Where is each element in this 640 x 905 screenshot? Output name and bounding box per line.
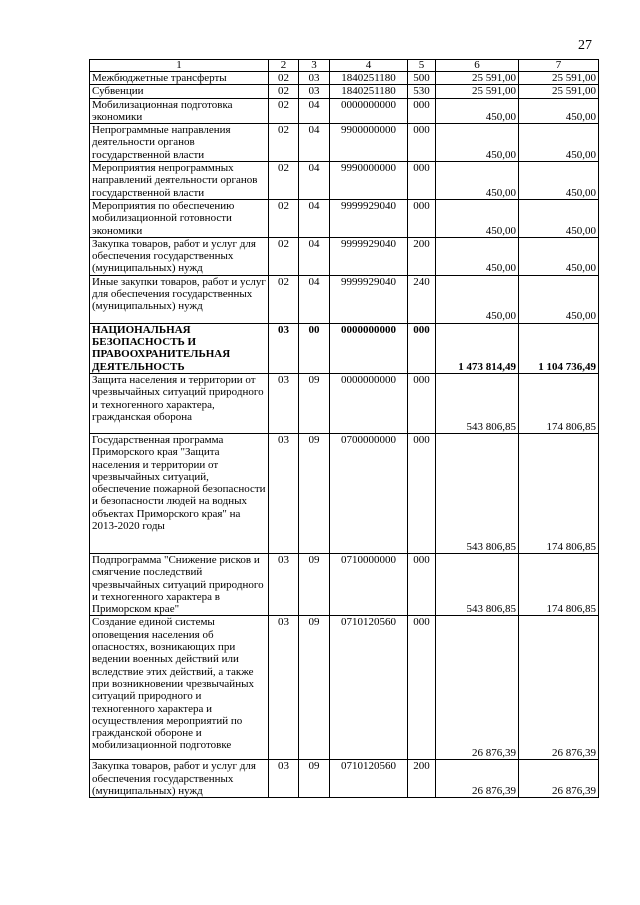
code-cell: 0000000000	[330, 323, 408, 373]
row-name-cell: Государственная программа Приморского края "Защита населения и территории от чрезвычайных ситуаций, обеспечение пожарной безопасности и безопасности людей на водных объектах Приморского края" на 2013-2020 годы	[90, 433, 269, 553]
code-cell: 0000000000	[330, 373, 408, 433]
row-name-cell: Межбюджетные трансферты	[90, 72, 269, 85]
column-header: 3	[299, 60, 330, 72]
column-header: 7	[519, 60, 599, 72]
amount-cell: 450,00	[519, 162, 599, 200]
code-cell: 03	[269, 760, 299, 798]
code-cell: 000	[408, 373, 436, 433]
code-cell: 03	[269, 553, 299, 615]
code-cell: 04	[299, 237, 330, 275]
table-row	[90, 162, 599, 200]
amount-cell: 174 806,85	[519, 373, 599, 433]
code-cell: 1840251180	[330, 72, 408, 85]
row-name-cell: Мероприятия по обеспечению мобилизационной готовности экономики	[90, 199, 269, 237]
code-cell: 000	[408, 124, 436, 162]
amount-cell: 26 876,39	[436, 760, 519, 798]
row-name-cell: Закупка товаров, работ и услуг для обеспечения государственных (муниципальных) нужд	[90, 237, 269, 275]
column-header: 2	[269, 60, 299, 72]
table-row	[90, 323, 599, 373]
code-cell: 04	[299, 275, 330, 323]
row-name-cell: Закупка товаров, работ и услуг для обеспечения государственных (муниципальных) нужд	[90, 760, 269, 798]
code-cell: 02	[269, 237, 299, 275]
code-cell: 03	[299, 85, 330, 98]
row-name-cell: Непрограммные направления деятельности органов государственной власти	[90, 124, 269, 162]
code-cell: 1840251180	[330, 85, 408, 98]
budget-table	[89, 59, 599, 798]
code-cell: 9999929040	[330, 237, 408, 275]
code-cell: 09	[299, 373, 330, 433]
code-cell: 02	[269, 275, 299, 323]
code-cell: 500	[408, 72, 436, 85]
table-row	[90, 760, 599, 798]
amount-cell: 450,00	[436, 162, 519, 200]
table-row	[90, 98, 599, 124]
column-header: 1	[90, 60, 269, 72]
code-cell: 03	[269, 373, 299, 433]
code-cell: 0700000000	[330, 433, 408, 553]
amount-cell: 450,00	[519, 124, 599, 162]
code-cell: 0000000000	[330, 98, 408, 124]
amount-cell: 26 876,39	[519, 760, 599, 798]
table-row	[90, 275, 599, 323]
code-cell: 02	[269, 162, 299, 200]
code-cell: 0710120560	[330, 760, 408, 798]
amount-cell: 25 591,00	[436, 72, 519, 85]
table-row	[90, 124, 599, 162]
code-cell: 04	[299, 162, 330, 200]
amount-cell: 450,00	[519, 98, 599, 124]
code-cell: 03	[299, 72, 330, 85]
code-cell: 200	[408, 237, 436, 275]
table-row	[90, 237, 599, 275]
table-row	[90, 72, 599, 85]
code-cell: 09	[299, 433, 330, 553]
code-cell: 530	[408, 85, 436, 98]
amount-cell: 450,00	[436, 124, 519, 162]
code-cell: 00	[299, 323, 330, 373]
code-cell: 02	[269, 85, 299, 98]
code-cell: 000	[408, 616, 436, 760]
table-row	[90, 199, 599, 237]
amount-cell: 543 806,85	[436, 553, 519, 615]
amount-cell: 450,00	[436, 237, 519, 275]
code-cell: 000	[408, 199, 436, 237]
amount-cell: 25 591,00	[519, 85, 599, 98]
row-name-cell: Мобилизационная подготовка экономики	[90, 98, 269, 124]
code-cell: 000	[408, 433, 436, 553]
table-row	[90, 553, 599, 615]
amount-cell: 26 876,39	[519, 616, 599, 760]
code-cell: 03	[269, 616, 299, 760]
row-name-cell: Субвенции	[90, 85, 269, 98]
amount-cell: 450,00	[436, 199, 519, 237]
code-cell: 02	[269, 124, 299, 162]
code-cell: 240	[408, 275, 436, 323]
code-cell: 0710000000	[330, 553, 408, 615]
amount-cell: 25 591,00	[519, 72, 599, 85]
table-row	[90, 373, 599, 433]
code-cell: 9999929040	[330, 275, 408, 323]
amount-cell: 543 806,85	[436, 373, 519, 433]
code-cell: 9999929040	[330, 199, 408, 237]
amount-cell: 174 806,85	[519, 433, 599, 553]
amount-cell: 543 806,85	[436, 433, 519, 553]
code-cell: 0710120560	[330, 616, 408, 760]
column-header: 6	[436, 60, 519, 72]
row-name-cell: Мероприятия непрограммных направлений деятельности органов государственной власти	[90, 162, 269, 200]
table-row	[90, 85, 599, 98]
row-name-cell: Создание единой системы оповещения населения об опасностях, возникающих при ведении военных действий или вследствие этих действий, а также при возникновении чрезвычайных ситуаций природного и техногенного характера и осуществления мероприятий по гражданской обороне и мобилизационной подготовке	[90, 616, 269, 760]
amount-cell: 450,00	[519, 237, 599, 275]
table-row	[90, 433, 599, 553]
row-name-cell: Подпрограмма "Снижение рисков и смягчение последствий чрезвычайных ситуаций природного и техногенного характера в Приморском крае"	[90, 553, 269, 615]
amount-cell: 450,00	[519, 275, 599, 323]
column-header: 5	[408, 60, 436, 72]
amount-cell: 174 806,85	[519, 553, 599, 615]
amount-cell: 26 876,39	[436, 616, 519, 760]
row-name-cell: Защита населения и территории от чрезвычайных ситуаций природного и техногенного характера, гражданская оборона	[90, 373, 269, 433]
code-cell: 09	[299, 553, 330, 615]
amount-cell: 450,00	[436, 275, 519, 323]
code-cell: 03	[269, 323, 299, 373]
amount-cell: 25 591,00	[436, 85, 519, 98]
column-header: 4	[330, 60, 408, 72]
code-cell: 200	[408, 760, 436, 798]
amount-cell: 450,00	[436, 98, 519, 124]
code-cell: 04	[299, 199, 330, 237]
row-name-cell: Иные закупки товаров, работ и услуг для обеспечения государственных (муниципальных) нужд	[90, 275, 269, 323]
code-cell: 000	[408, 162, 436, 200]
amount-cell: 1 104 736,49	[519, 323, 599, 373]
code-cell: 000	[408, 323, 436, 373]
code-cell: 02	[269, 199, 299, 237]
code-cell: 09	[299, 616, 330, 760]
amount-cell: 1 473 814,49	[436, 323, 519, 373]
code-cell: 04	[299, 124, 330, 162]
amount-cell: 450,00	[519, 199, 599, 237]
code-cell: 02	[269, 72, 299, 85]
code-cell: 000	[408, 553, 436, 615]
code-cell: 02	[269, 98, 299, 124]
page-number: 27	[578, 38, 592, 53]
table-header-row	[90, 60, 599, 72]
code-cell: 03	[269, 433, 299, 553]
code-cell: 000	[408, 98, 436, 124]
row-name-cell: НАЦИОНАЛЬНАЯ БЕЗОПАСНОСТЬ И ПРАВООХРАНИТЕЛЬНАЯ ДЕЯТЕЛЬНОСТЬ	[90, 323, 269, 373]
table-row	[90, 616, 599, 760]
code-cell: 9990000000	[330, 162, 408, 200]
code-cell: 09	[299, 760, 330, 798]
code-cell: 9900000000	[330, 124, 408, 162]
code-cell: 04	[299, 98, 330, 124]
